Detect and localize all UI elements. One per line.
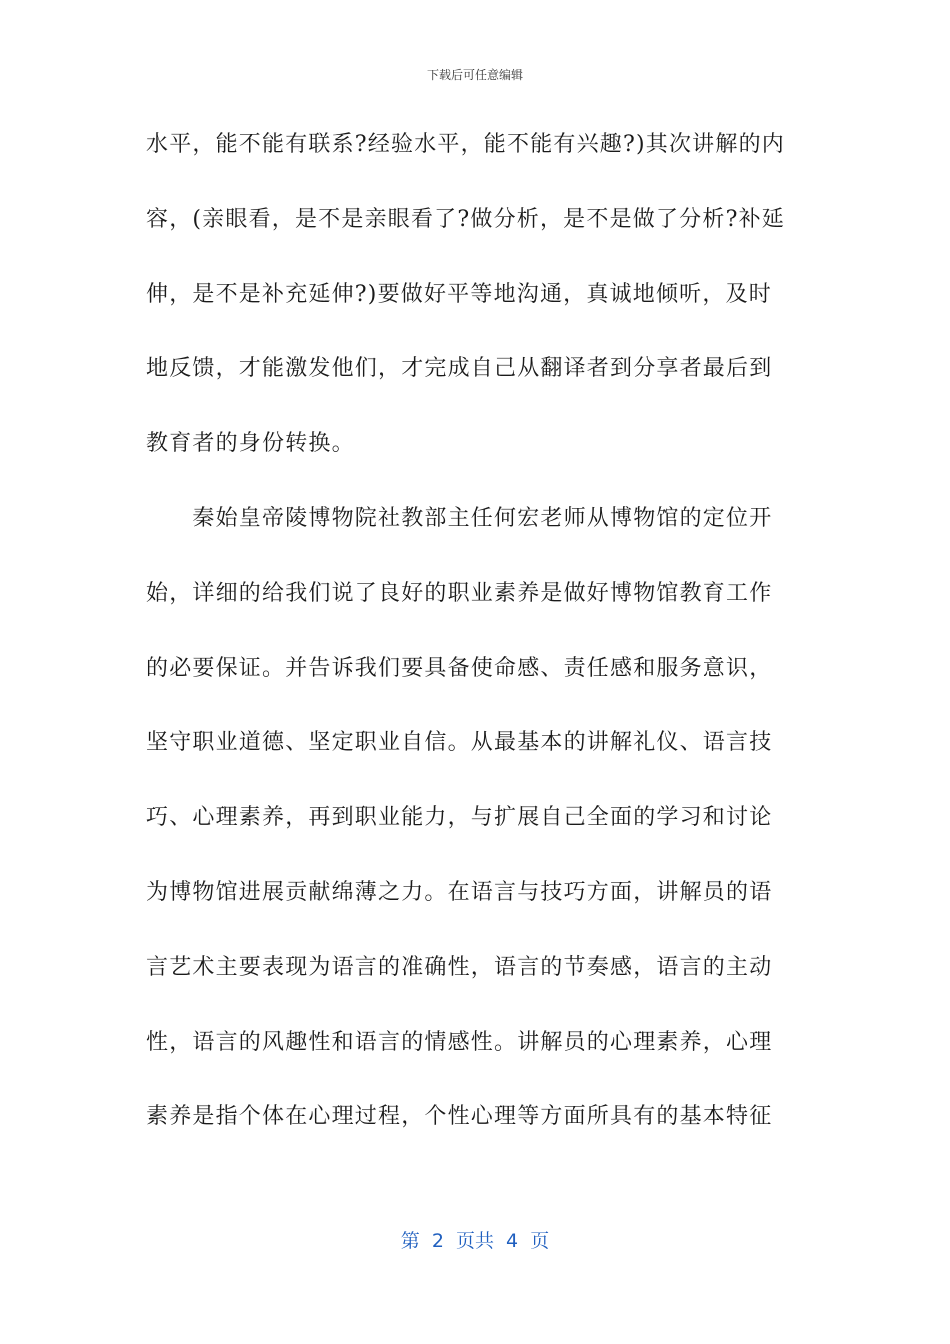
page-label-prefix: 第 xyxy=(400,1230,420,1252)
text-line: 秦始皇帝陵博物院社教部主任何宏老师从博物馆的定位开 xyxy=(146,505,773,531)
text-line: 性，语言的风趣性和语言的情感性。讲解员的心理素养，心理 xyxy=(146,1029,773,1055)
text-line: 教育者的身份转换。 xyxy=(146,431,355,457)
total-pages-number: 4 xyxy=(506,1230,519,1252)
text-line: 始，详细的给我们说了良好的职业素养是做好博物馆教育工作 xyxy=(146,580,773,606)
text-line: 为博物馆进展贡献绵薄之力。在语言与技巧方面，讲解员的语 xyxy=(146,879,773,905)
text-line: 巧、心理素养，再到职业能力，与扩展自己全面的学习和讨论 xyxy=(146,805,773,831)
text-line: 言艺术主要表现为语言的准确性，语言的节奏感，语言的主动 xyxy=(146,954,773,980)
text-line: 伸，是不是补充延伸?)要做好平等地沟通，真诚地倾听，及时 xyxy=(146,281,772,307)
text-line: 容，(亲眼看，是不是亲眼看了?做分析，是不是做了分析?补延 xyxy=(146,206,785,232)
page-number-footer xyxy=(0,1226,950,1253)
page-label-suffix: 页 xyxy=(530,1230,550,1252)
current-page-number: 2 xyxy=(431,1230,444,1252)
document-body xyxy=(146,123,806,1170)
text-line: 水平，能不能有联系?经验水平，能不能有兴趣?)其次讲解的内 xyxy=(146,132,785,157)
text-line: 素养是指个体在心理过程，个性心理等方面所具有的基本特征 xyxy=(146,1104,773,1130)
text-line: 地反馈，才能激发他们，才完成自己从翻译者到分享者最后到 xyxy=(146,356,773,382)
page-label-mid: 页共 xyxy=(455,1230,494,1252)
text-line: 的必要保证。并告诉我们要具备使命感、责任感和服务意识， xyxy=(146,655,773,681)
text-line: 坚守职业道德、坚定职业自信。从最基本的讲解礼仪、语言技 xyxy=(146,730,773,756)
page-header-note: 下载后可任意编辑 xyxy=(426,68,523,82)
